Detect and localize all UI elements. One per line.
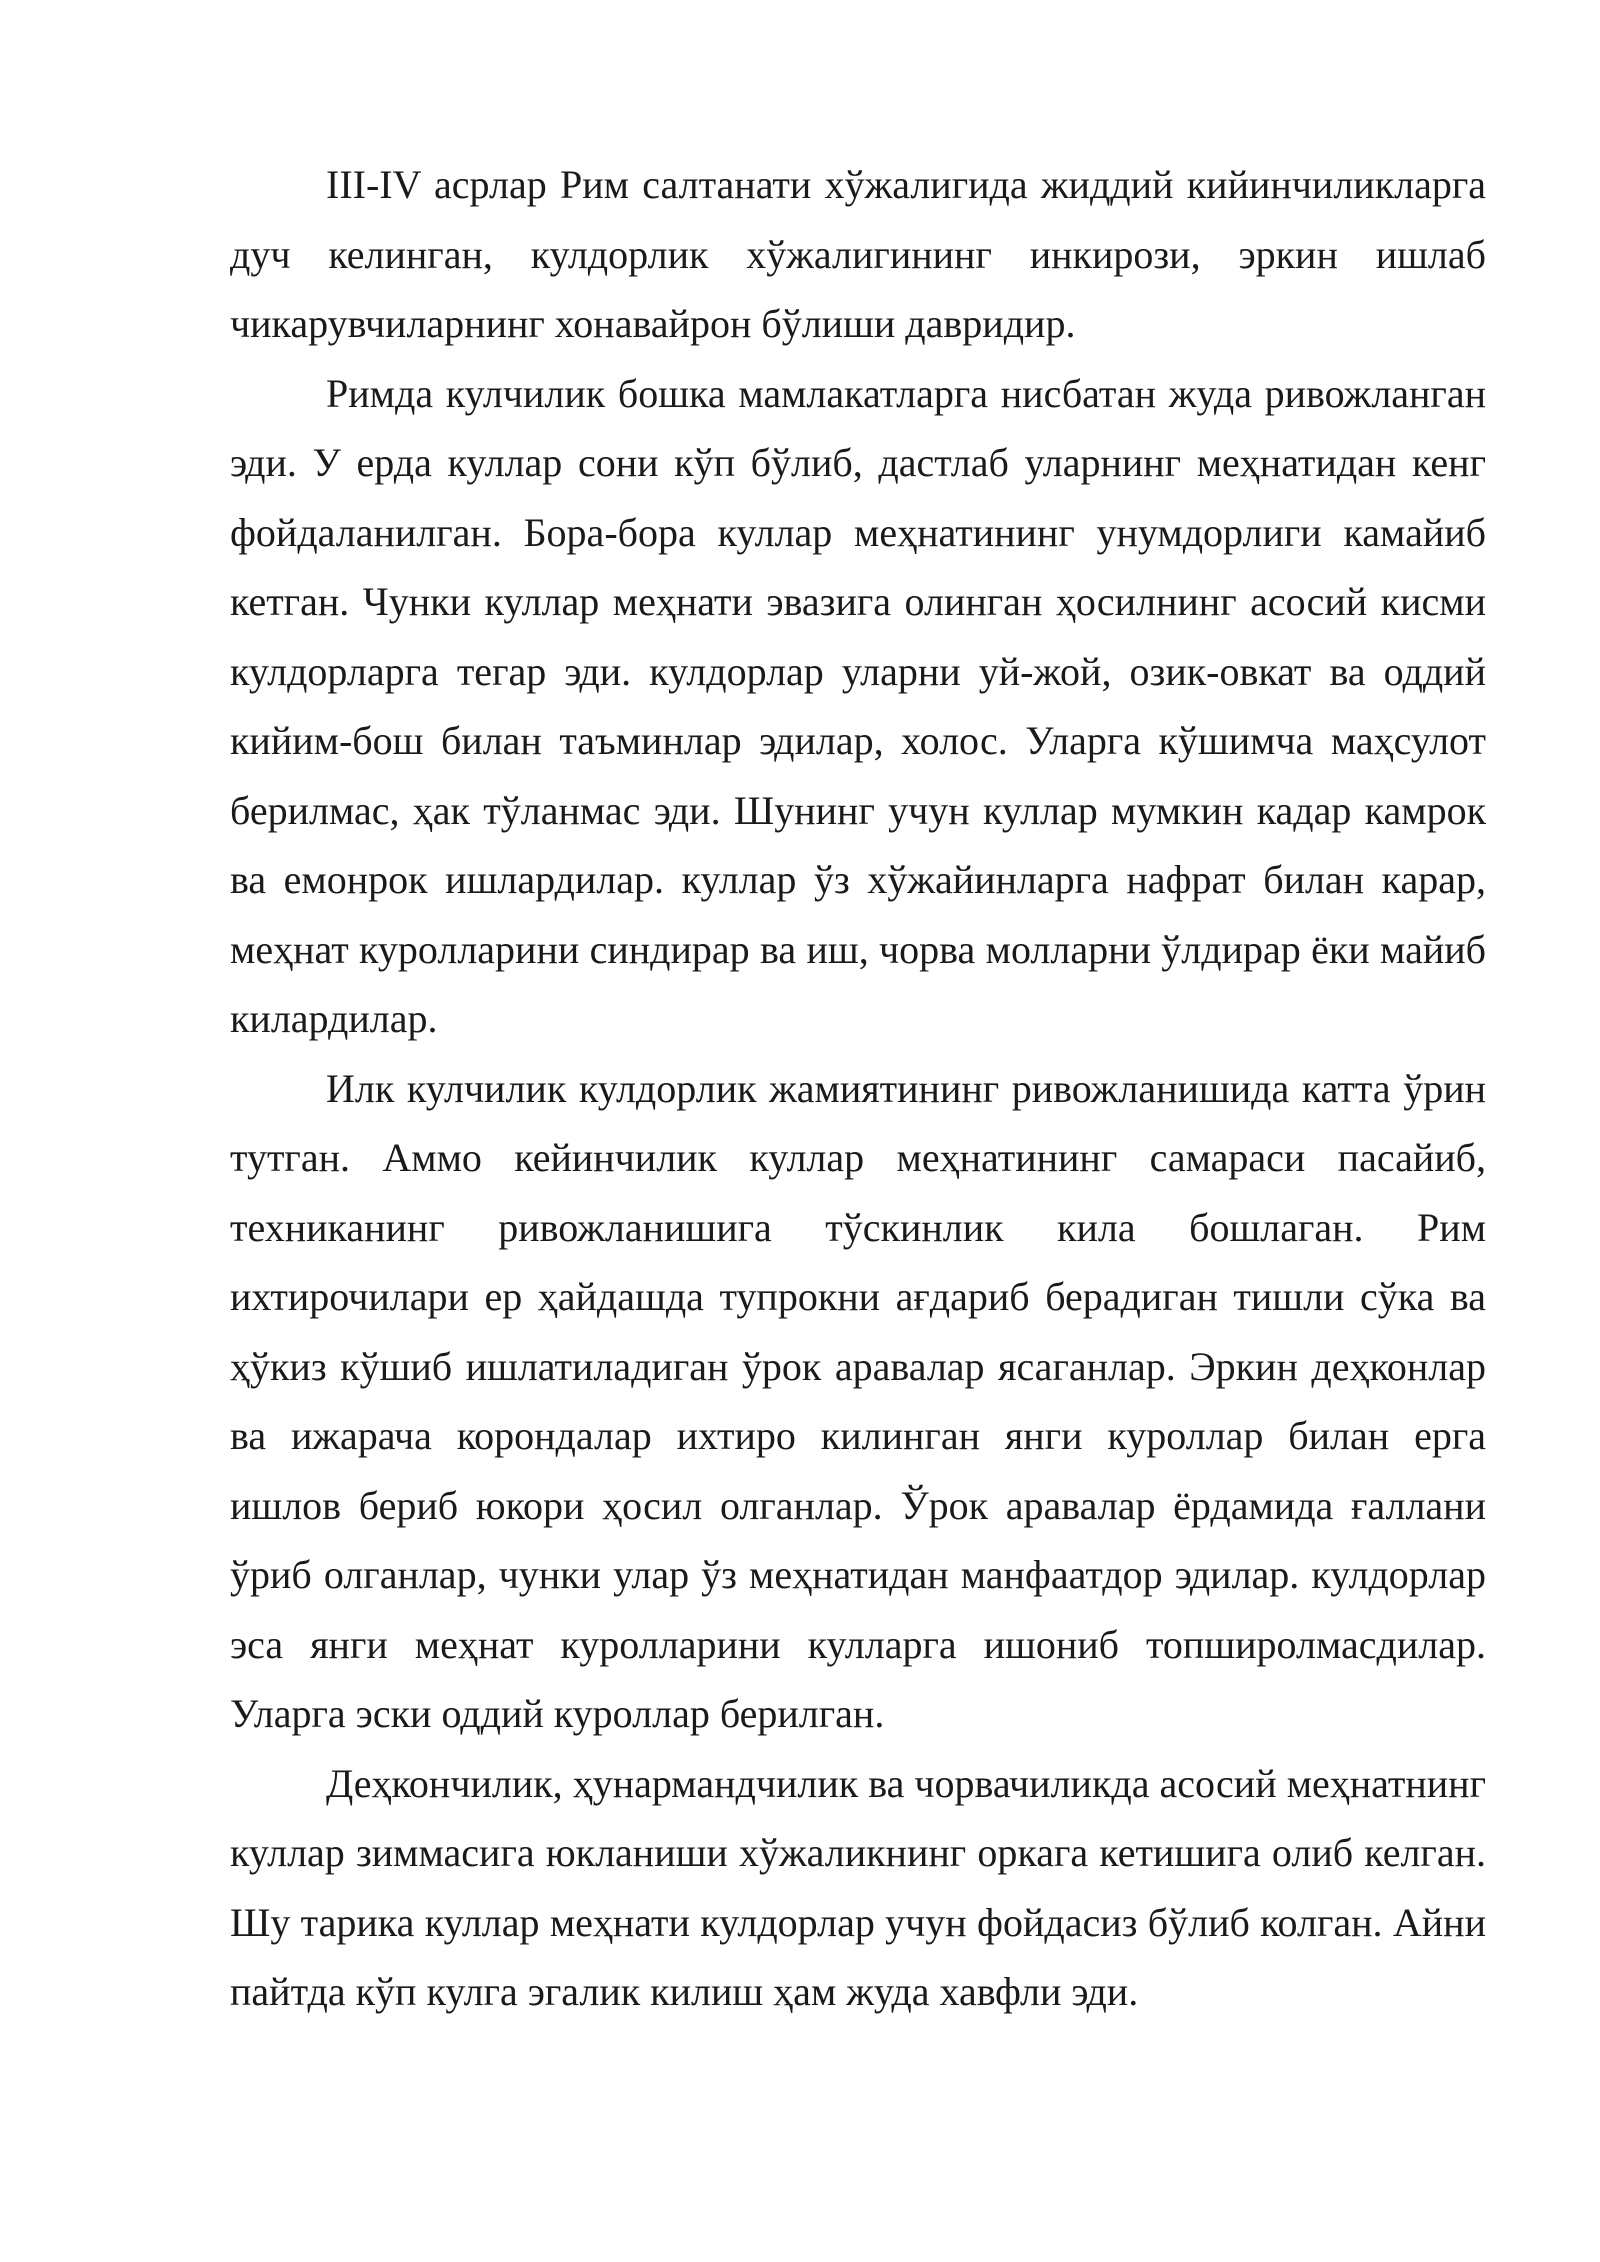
paragraph-2: Римда кулчилик бошка мамлакатларга нисбатан жуда ривожланган эди. У ерда куллар сони кўп бўлиб, дастлаб уларнинг меҳнатидан кенг фойдаланилган. Бора-бора куллар меҳнатининг унумдорлиги камайиб кетган. Чунки куллар меҳнати эвазига олинган ҳосилнинг асосий кисми кулдорларга тегар эди. кулдорлар уларни уй-жой, озик-овкат ва оддий кийим-бош билан таъминлар эдилар, холос. Уларга кўшимча маҳсулот берилмас, ҳак тўланмас эди. Шунинг учун куллар мумкин кадар камрок ва емонрок ишлардилар. куллар ўз хўжайинларга нафрат билан карар, меҳнат куролларини синдирар ва иш, чорва молларни ўлдирар ёки майиб килардилар.: [230, 370, 1486, 1041]
paragraph-3: Илк кулчилик кулдорлик жамиятининг ривожланишида катта ўрин тутган. Аммо кейинчилик куллар меҳнатининг самараси пасайиб, техниканинг ривожланишига тўскинлик кила бошлаган. Рим ихтирочилари ер ҳайдашда тупрокни ағдариб берадиган тишли сўка ва ҳўкиз кўшиб ишлатиладиган ўрок аравалар ясаганлар. Эркин деҳконлар ва ижарача корондалар ихтиро килинган янги куроллар билан ерга ишлов бериб юкори ҳосил олганлар. Ўрок аравалар ёрдамида ғаллани ўриб олганлар, чунки улар ўз меҳнатидан манфаатдор эдилар. кулдорлар эса янги меҳнат куролларини кулларга ишониб топширолмасдилар. Уларга эски оддий куроллар берилган.: [230, 1065, 1486, 1736]
paragraph-1: III-IV асрлар Рим салтанати хўжалигида жиддий кийинчиликларга дуч келинган, кулдорлик хўжалигининг инкирози, эркин ишлаб чикарувчиларнинг хонавайрон бўлиши давридир.: [230, 162, 1486, 346]
paragraph-4: Деҳкончилик, ҳунармандчилик ва чорвачиликда асосий меҳнатнинг куллар зиммасига юкланиши хўжаликнинг оркага кетишига олиб келган. Шу тарика куллар меҳнати кулдорлар учун фойдасиз бўлиб колган. Айни пайтда кўп кулга эгалик килиш ҳам жуда хавфли эди.: [230, 1760, 1486, 2014]
document-body: [230, 150, 1486, 2027]
